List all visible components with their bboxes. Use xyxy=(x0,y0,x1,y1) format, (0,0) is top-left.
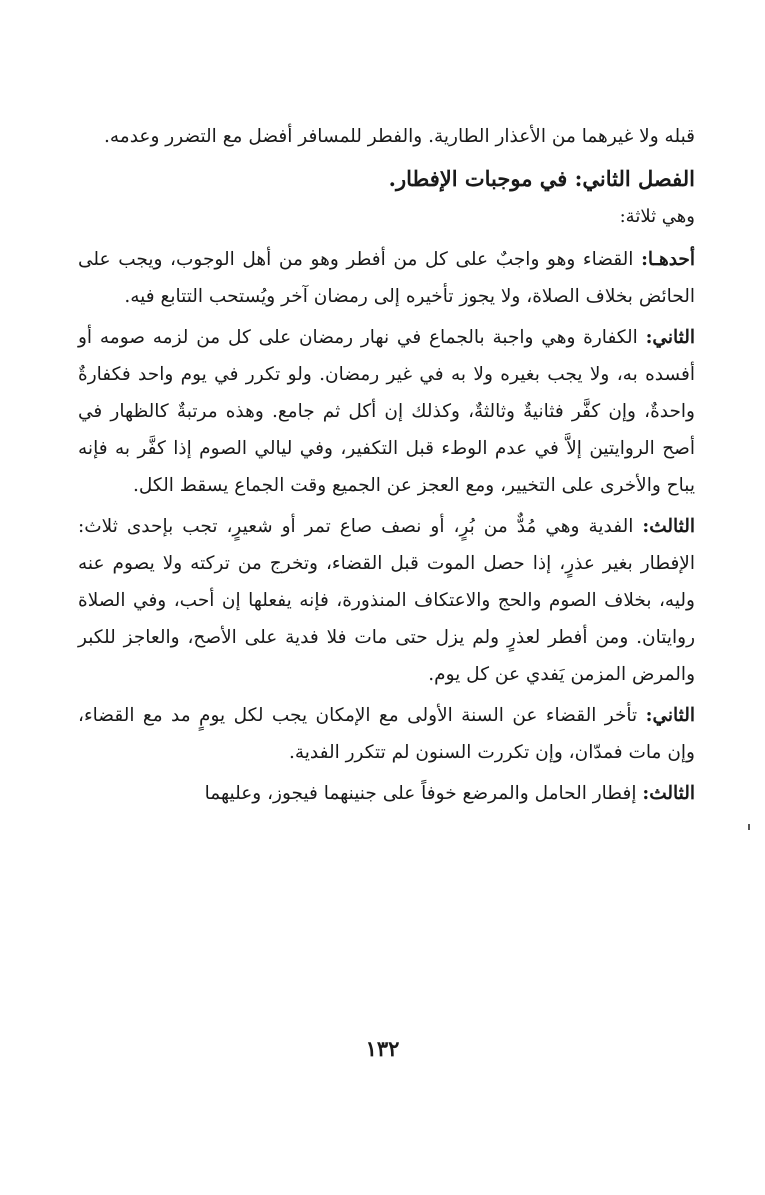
section-label: الثالث: xyxy=(642,783,695,804)
chapter-subheading: وهي ثلاثة: xyxy=(619,206,695,227)
section-label: الثالث: xyxy=(642,516,695,537)
subsection-third xyxy=(78,775,695,812)
section-label: الثاني: xyxy=(645,705,696,726)
subsection-second xyxy=(78,697,695,771)
margin-mark xyxy=(748,824,750,830)
section-label: الثاني: xyxy=(645,327,695,348)
section-first xyxy=(78,241,695,315)
section-second xyxy=(78,319,695,504)
section-text: إفطار الحامل والمرضع خوفاً على جنينهما فيجوز، وعليهما xyxy=(204,783,637,804)
intro-text: قبله ولا غيرهما من الأعذار الطارية. والفطر للمسافر أفضل مع التضرر وعدمه. xyxy=(104,126,695,147)
page-number: ١٣٢ xyxy=(365,1036,400,1061)
section-label: أحدهـا: xyxy=(641,249,695,270)
section-text: الفدية وهي مُدٌّ من بُرٍ، أو نصف صاع تمر أو شعيرٍ، تجب بإحدى ثلاث: الإفطار بغير عذرٍ، إذا حصل الموت قبل القضاء، وتخرج من تركته ولا يصوم عنه وليه، بخلاف الصوم والحج والاعتكاف المنذورة، فإنه يفعلها إن أحب، وفي الصلاة روايتان. ومن أفطر لعذرٍ ولم يزل حتى مات فلا فدية على الأصح، والعاجز للكبر والمرض المزمن يَفدي عن كل يوم. xyxy=(78,516,695,685)
document-page xyxy=(78,118,695,1078)
chapter-heading: الفصل الثاني: في موجبات الإفطار. xyxy=(388,166,695,191)
section-third xyxy=(78,508,695,693)
intro-paragraph xyxy=(78,118,695,155)
section-text: تأخر القضاء عن السنة الأولى مع الإمكان يجب لكل يومٍ مد مع القضاء، وإن مات فمدّان، وإن تكررت السنون لم تتكرر الفدية. xyxy=(78,705,695,763)
section-text: الكفارة وهي واجبة بالجماع في نهار رمضان على كل من لزمه صومه أو أفسده به، ولا يجب بغيره ولا به في غير رمضان. ولو تكرر في يوم واحد فكفارةٌ واحدةٌ، وإن كفَّر فثانيةٌ وثالثةٌ، وكذلك إن أكل ثم جامع. وهذه مرتبةٌ كالظهار في أصح الروايتين إلاَّ في عدم الوطء قبل التكفير، وفي ليالي الصوم إذا كفَّر به فإنه يباح والأخرى على التخيير، ومع العجز عن الجميع وقت الجماع يسقط الكل. xyxy=(78,327,695,496)
section-text: القضاء وهو واجبٌ على كل من أفطر وهو من أهل الوجوب، ويجب على الحائض بخلاف الصلاة، ولا يجوز تأخيره إلى رمضان آخر ويُستحب التتابع فيه. xyxy=(78,249,695,307)
